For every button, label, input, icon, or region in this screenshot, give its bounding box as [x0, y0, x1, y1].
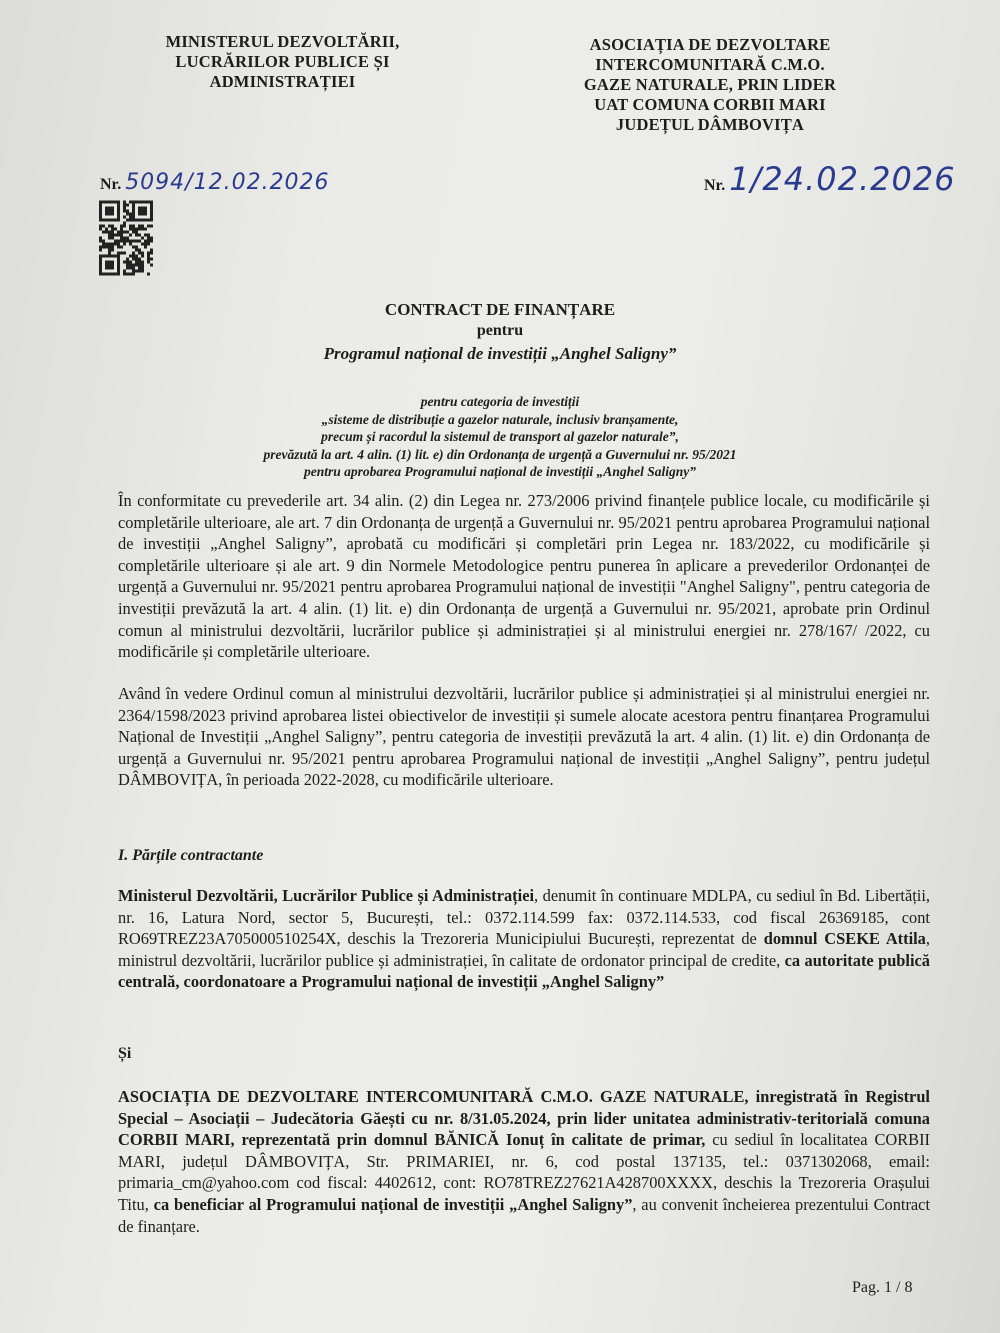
header-line: ADMINISTRAȚIEI — [209, 72, 356, 91]
subtitle-line: pentru aprobarea Programului național de investiții „Anghel Saligny” — [304, 464, 696, 479]
subtitle-line: pentru categoria de investiții — [420, 394, 580, 409]
handwritten-number: 5094/12.02.2026 — [125, 170, 330, 195]
text-segment: ca autoritate publică centrală, coordonatoare a Programului național de investiții „Anghel Saligny” — [118, 950, 930, 992]
header-line: JUDEȚUL DÂMBOVIȚA — [615, 115, 805, 134]
investment-category — [0, 393, 1000, 481]
registration-number-right — [704, 160, 956, 198]
contract-title-for: pentru — [476, 322, 524, 339]
issuer-ministry-header — [150, 32, 415, 92]
conjunction: Și — [118, 1045, 132, 1062]
registration-number-left — [100, 170, 330, 195]
subtitle-line: „sisteme de distribuție a gazelor naturale, inclusiv branșamente, — [321, 411, 679, 427]
text-segment: , denumit în continuare MDLPA, cu sediul în Bd. Libertății, nr. 16, Latura Nord, sector 5, București, tel.: 0372.114.599 fax: 0372.114.533, cod fiscal 26369185, cont RO69TREZ23A705000510254X, deschis la Trezoreria Municipiului București, reprezentat de — [118, 886, 930, 949]
text-segment: Ministerul Dezvoltării, Lucrărilor Publice și Administrației — [118, 886, 535, 905]
text-segment: cu sediul în localitatea CORBII MARI, județul DÂMBOVIȚA, Str. PRIMARIEI, nr. 6, cod postal 137135, tel.: 0371302068, email: primaria_cm@yahoo.com cod fiscal: 4402612, cont: RO78TREZ27621A428700XXXX, deschis la Trezoreria Orașului Titu, — [118, 1130, 930, 1214]
header-line: GAZE NATURALE, PRIN LIDER — [583, 75, 837, 94]
header-line: MINISTERUL DEZVOLTĂRII, — [165, 32, 400, 51]
party-ministry-paragraph — [118, 885, 930, 993]
header-line: INTERCOMUNITARĂ C.M.O. — [595, 55, 825, 74]
party-association-paragraph — [118, 1086, 930, 1237]
subtitle-line: prevăzută la art. 4 alin. (1) lit. e) din Ordonanța de urgență a Guvernului nr. 95/2021 — [263, 446, 737, 462]
contract-title: CONTRACT DE FINANȚARE — [384, 300, 616, 319]
header-line: LUCRĂRILOR PUBLICE ȘI — [175, 52, 390, 71]
program-name: Programul național de investiții „Anghel Saligny” — [323, 344, 677, 363]
text-segment: , ministrul dezvoltării, lucrărilor publice și administrației, în calitate de ordonator principal de credite, — [118, 929, 930, 970]
section-title: I. Părțile contractante — [118, 847, 264, 864]
header-line: ASOCIAȚIA DE DEZVOLTARE — [589, 35, 831, 54]
text-segment: domnul CSEKE Attila — [763, 929, 926, 949]
subtitle-line: precum și racordul la sistemul de transport al gazelor naturale”, — [321, 429, 679, 444]
page-number: Pag. 1 / 8 — [852, 1279, 913, 1296]
handwritten-number: 1/24.02.2026 — [729, 160, 956, 198]
header-line: UAT COMUNA CORBII MARI — [594, 95, 826, 114]
text-segment: ca beneficiar al Programului național de investiții „Anghel Saligny” — [153, 1194, 633, 1214]
beneficiary-association-header — [560, 35, 860, 135]
legal-basis-paragraph: În conformitate cu prevederile art. 34 alin. (2) din Legea nr. 273/2006 privind finanțele publice locale, cu modificările și completările ulterioare, ale art. 7 din Ordonanța de urgență a Guvernului nr. 95/2021 pentru aprobarea Programului național de investiții „Anghel Saligny”, aprobată cu modificări și completări prin Legea nr. 183/2022, cu modificările și completările ulterioare și ale art. 9 din Normele Metodologice pentru punerea în aplicare a prevederilor Ordonanței de urgență a Guvernului nr. 95/2021 pentru aprobarea Programului național de investiții "Anghel Saligny", pentru categoria de investiții prevăzută la art. 4 alin. (1) lit. e) din Ordonanța de urgență a Guvernului nr. 95/2021, aprobate prin Ordinul comun al ministrului dezvoltării, lucrărilor publice și administrației și al ministrului energiei nr. 278/167/ /2022, cu modificările și completările ulterioare. — [118, 491, 930, 662]
nr-label: Nr. — [704, 177, 726, 194]
qr-code-icon — [99, 200, 153, 276]
order-reference-paragraph: Având în vedere Ordinul comun al ministrului dezvoltării, lucrărilor publice și administrației și al ministrului energiei nr. 2364/1598/2023 privind aprobarea listei obiectivelor de investiții și sumele alocate acestora pentru finanțarea Programului Național de Investiții „Anghel Saligny”, pentru categoria de investiții prevăzută la art. 4 alin. (1) lit. e) din Ordonanța de urgență a Guvernului nr. 95/2021 pentru aprobarea Programului național de investiții „Anghel Saligny”, pentru județul DÂMBOVIȚA, în perioada 2022-2028, cu modificările ulterioare. — [118, 684, 930, 790]
nr-label: Nr. — [100, 176, 122, 193]
text-segment: ASOCIAȚIA DE DEZVOLTARE INTERCOMUNITARĂ C.M.O. GAZE NATURALE, inregistrată în Registrul Special – Asociații – Judecătoria Găești cu nr. 8/31.05.2024, prin lider unitatea administrativ-teritorială comuna CORBII MARI, reprezentată prin domnul BĂNICĂ Ionuț în calitate de primar, — [118, 1087, 930, 1150]
text-segment: , au convenit încheierea prezentului Contract de finanțare. — [118, 1194, 931, 1236]
